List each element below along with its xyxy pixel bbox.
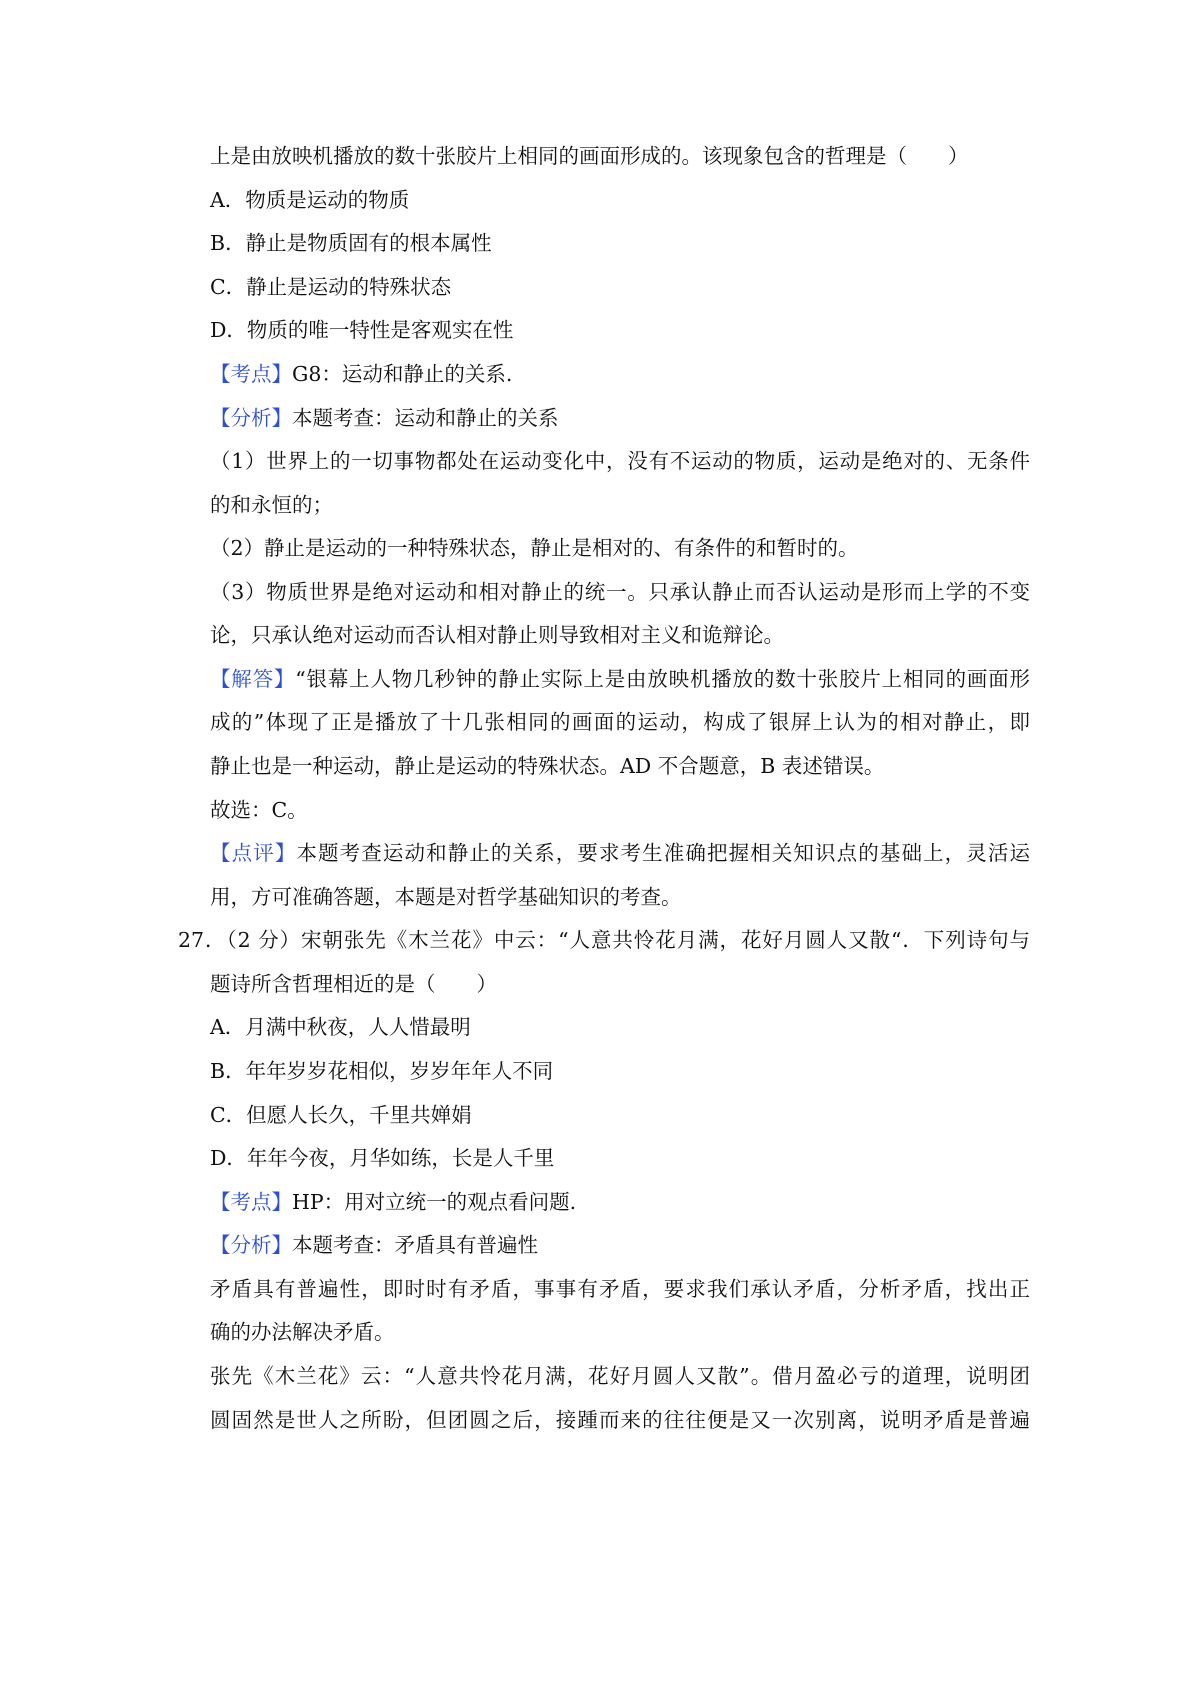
- q26-stem-line: 上是由放映机播放的数十张胶片上相同的画面形成的。该现象包含的哲理是（ ）: [210, 144, 969, 168]
- fenxi-text: 本题考查：运动和静止的关系: [292, 406, 559, 430]
- fenxi-tag: 【分析】: [210, 1233, 292, 1257]
- q27-body-line2: 确的办法解决矛盾。: [210, 1320, 395, 1344]
- q26-fenxi-p3-line2: 论，只承认绝对运动而否认相对静止则导致相对主义和诡辩论。: [210, 623, 784, 647]
- q27-stem-line2: 题诗所含哲理相近的是（ ）: [210, 972, 497, 996]
- kaodian-text: HP：用对立统一的观点看问题.: [292, 1190, 577, 1214]
- q26-fenxi-p1-line1: （1）世界上的一切事物都处在运动变化中，没有不运动的物质，运动是绝对的、无条件: [210, 449, 1030, 473]
- fenxi-tag: 【分析】: [210, 406, 292, 430]
- q26-option-c: C．静止是运动的特殊状态: [210, 275, 452, 299]
- q27-option-c: C．但愿人长久，千里共婵娟: [210, 1103, 472, 1127]
- q27-option-a: A．月满中秋夜，人人惜最明: [210, 1015, 471, 1039]
- q26-jieda-line3: 静止也是一种运动，静止是运动的特殊状态。AD 不合题意，B 表述错误。: [210, 754, 885, 778]
- q26-option-b: B．静止是物质固有的根本属性: [210, 231, 492, 255]
- dianping-tag: 【点评】: [210, 841, 297, 865]
- q27-body-line4: 圆固然是世人之所盼，但团圆之后，接踵而来的往往便是又一次别离，说明矛盾是普遍: [210, 1408, 1030, 1432]
- jieda-tag: 【解答】: [210, 667, 296, 691]
- q26-option-a: A．物质是运动的物质: [210, 188, 410, 212]
- q26-kaodian: [210, 360, 1030, 388]
- jieda-text-1: “银幕上人物几秒钟的静止实际上是由放映机播放的数十张胶片上相同的画面形: [295, 667, 1031, 691]
- fenxi-text: 本题考查：矛盾具有普遍性: [292, 1233, 538, 1257]
- q27-body-line1: 矛盾具有普遍性，即时时有矛盾，事事有矛盾，要求我们承认矛盾，分析矛盾，找出正: [210, 1277, 1030, 1301]
- q27-kaodian: [210, 1188, 1030, 1216]
- q26-fenxi: [210, 404, 1030, 432]
- q26-jieda-line2: 成的”体现了正是播放了十几张相同的画面的运动，构成了银屏上认为的相对静止，即: [210, 710, 1030, 734]
- q26-fenxi-p3-line1: （3）物质世界是绝对运动和相对静止的统一。只承认静止而否认运动是形而上学的不变: [210, 580, 1030, 604]
- q26-answer: 故选：C。: [210, 798, 308, 822]
- q27-option-d: D．年年今夜，月华如练，长是人千里: [210, 1146, 555, 1170]
- kaodian-text: G8：运动和静止的关系.: [292, 362, 513, 386]
- q27-option-b: B．年年岁岁花相似，岁岁年年人不同: [210, 1059, 554, 1083]
- q26-fenxi-p1-line2: 的和永恒的；: [210, 493, 333, 517]
- q26-fenxi-p2: （2）静止是运动的一种特殊状态，静止是相对的、有条件的和暂时的。: [210, 536, 859, 560]
- kaodian-tag: 【考点】: [210, 362, 292, 386]
- q26-jieda-line1: [210, 665, 1030, 693]
- q26-dianping-line1: [210, 839, 1030, 867]
- kaodian-tag: 【考点】: [210, 1190, 292, 1214]
- q27-fenxi: [210, 1231, 1030, 1259]
- q26-option-d: D．物质的唯一特性是客观实在性: [210, 318, 514, 342]
- q26-dianping-line2: 用，方可准确答题，本题是对哲学基础知识的考查。: [210, 885, 682, 909]
- dianping-text-1: 本题考查运动和静止的关系，要求考生准确把握相关知识点的基础上，灵活运: [296, 841, 1031, 865]
- q27-body-line3: 张先《木兰花》云：“人意共怜花月满，花好月圆人又散”。借月盈必亏的道理，说明团: [210, 1364, 1030, 1388]
- q27-stem-line1: 27．（2 分）宋朝张先《木兰花》中云：“人意共怜花月满，花好月圆人又散“．下列诗句与: [178, 928, 1030, 952]
